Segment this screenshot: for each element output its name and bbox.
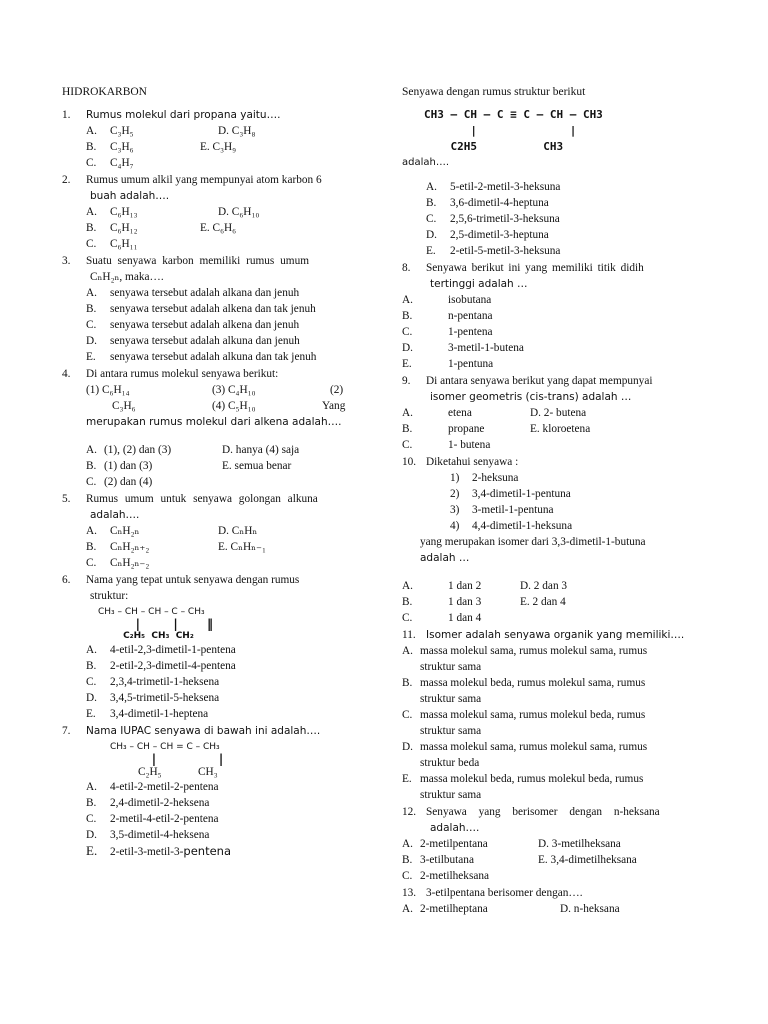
option-a: A. massa molekul sama, rumus molekul sama, rumus (402, 645, 648, 657)
question-text: Senyawa yang berisomer dengan n-heksana (426, 806, 660, 818)
option-b: B. 2-etil-2,3-dimetil-4-pentena (86, 660, 236, 672)
question-12: 12. Senyawa yang berisomer dengan n-heksana adalah…. A. 2-metilpentana D. 3-metilheksana B. 3-etilbutana E. 3,4-dimetilheksana C. 2-metilheksana (402, 804, 722, 884)
option-b: B. 2,4-dimetil-2-heksena (86, 797, 210, 809)
right-column (402, 86, 722, 917)
option-row: C. 1 dan 4 (402, 612, 482, 624)
option-d: D. 3,4,5-trimetil-5-heksena (86, 692, 220, 704)
option-b: B. massa molekul beda, rumus molekul sama, rumus (402, 677, 646, 689)
question-text: buah adalah…. (90, 190, 170, 202)
question-text: adalah…. (90, 509, 140, 521)
option-c: C. 1-pentena (402, 326, 493, 338)
left-column (62, 86, 360, 860)
option-row: A. C₃H₅ D. C₃H₈ (86, 125, 256, 137)
option-row: B. propane E. kloroetena (402, 423, 591, 435)
question-text: Diketahui senyawa : (426, 456, 519, 468)
question-number: 1. (62, 109, 71, 121)
option-a: A. 4-etil-2,3-dimetil-1-pentena (86, 644, 236, 656)
option-row: B. CₙH₂ₙ₊₂ E. CₙHₙ₋₁ (86, 541, 266, 553)
option-row: A. etena D. 2- butena (402, 407, 587, 419)
question-13: 13. 3-etilpentana berisomer dengan…. A. 2-metilheptana D. n-heksana (402, 885, 722, 917)
question-text: Nama yang tepat untuk senyawa dengan rumus (86, 574, 300, 586)
question-11: 11. Isomer adalah senyawa organik yang memiliki…. A. massa molekul sama, rumus molekul sama, rumus struktur sama B. massa molekul beda, rumus molekul sama, rumus struktur sama C. massa molekul sama, rumus molekul beda, rumus struktur sama D. massa molekul sama, rumus molekul sama, rumus struktur beda E. massa molekul beda, rumus molekul beda, rumus struktur sama (402, 627, 722, 803)
question-text: Senyawa berikut ini yang memiliki titik didih (426, 262, 644, 274)
option-d: D. 3,5-dimetil-4-heksena (86, 829, 210, 841)
option-row: B. 3-etilbutana E. 3,4-dimetilheksana (402, 854, 637, 866)
option-row: B. (1) dan (3) E. semua benar (86, 460, 292, 472)
question-text: adalah…. (430, 822, 480, 834)
question-text: yang merupakan isomer dari 3,3-dimetil-1-butuna (420, 536, 646, 548)
option-d: D. 2,5-dimetil-3-heptuna (426, 229, 549, 241)
question-5: 5. Rumus umum untuk senyawa golongan alkuna adalah…. A. CₙH₂ₙ D. CₙHₙ B. CₙH₂ₙ₊₂ E. CₙHₙ₋₁ C. CₙH₂ₙ₋₂ (62, 491, 360, 571)
question-4: 4. Di antara rumus molekul senyawa berikut: (1) C₆H₁₄ (3) C₄H₁₀ (2) C₃H₆ (4) C₅H₁₀ Yang merupakan rumus molekul dari alkena adalah…. A. (1), (2) dan (3) D. hanya (4) saja B. (1) dan (3) E. semua benar C. (2) dan (4) (62, 366, 360, 490)
question-text: adalah…. (402, 157, 450, 168)
question-text: CₙH₂ₙ, maka…. (90, 271, 164, 283)
option-b: B. 3,6-dimetil-4-heptuna (426, 197, 549, 209)
question-text: struktur: (90, 590, 129, 602)
option-row: C. C₆H₁₁ (86, 238, 138, 250)
option-c: C. 2-metil-4-etil-2-pentena (86, 813, 219, 825)
option-e: E. 3,4-dimetil-1-heptena (86, 708, 209, 720)
option-e: E. senyawa tersebut adalah alkuna dan tak jenuh (86, 351, 317, 363)
question-text: Di antara senyawa berikut yang dapat mempunyai (426, 375, 653, 387)
option-a: A. 5-etil-2-metil-3-heksuna (426, 181, 561, 193)
option-row: B. C₆H₁₂ E. C₆H₆ (86, 222, 237, 234)
option-e: E. 1-pentuna (402, 358, 494, 370)
question-text: isomer geometris (cis-trans) adalah … (430, 391, 632, 403)
option-c: C. senyawa tersebut adalah alkena dan jenuh (86, 319, 300, 331)
option-b: B. n-pentana (402, 310, 493, 322)
structure-formula: CH3 – CH – C ≡ C – CH – CH3 | | C2H5 CH3 (424, 108, 603, 153)
option-d: D. massa molekul sama, rumus molekul sama, rumus (402, 741, 648, 753)
question-text: Rumus umum untuk senyawa golongan alkuna (86, 493, 318, 505)
option-row: C. 2-metilheksana (402, 870, 490, 882)
structure-formula: CH₃ – CH – CH – C – CH₃ | | ‖ C₂H₅ CH₃ CH₂ (98, 607, 214, 641)
option-a: A. 4-etil-2-metil-2-pentena (86, 781, 219, 793)
option-row: C. 1- butena (402, 439, 491, 451)
list-item: 2) 3,4-dimetil-1-pentuna (450, 488, 571, 500)
option-row: A. 1 dan 2 D. 2 dan 3 (402, 580, 568, 592)
question-1 (62, 107, 360, 171)
list-item: 1) 2-heksuna (450, 472, 519, 484)
option-row: B. C₃H₆ E. C₃H₉ (86, 141, 237, 153)
question-text: adalah … (420, 552, 470, 564)
list-item: 4) 4,4-dimetil-1-heksuna (450, 520, 573, 532)
option-row: A. CₙH₂ₙ D. CₙHₙ (86, 525, 258, 537)
option-b: B. senyawa tersebut adalah alkena dan tak jenuh (86, 303, 316, 315)
question-8: 8. Senyawa berikut ini yang memiliki titik didih tertinggi adalah … A. isobutana B. n-pentana C. 1-pentena D. 3-metil-1-butena E. 1-pentuna (402, 260, 722, 372)
option-c: C. 2,5,6-trimetil-3-heksuna (426, 213, 560, 225)
list-item: 3) 3-metil-1-pentuna (450, 504, 554, 516)
option-c: C. massa molekul sama, rumus molekul beda, rumus (402, 709, 646, 721)
option-c: C. 2,3,4-trimetil-1-heksena (86, 676, 220, 688)
option-e: E. 2-etil-3-metil-3-pentena (86, 843, 231, 858)
formula-row: C₃H₆ (4) C₅H₁₀ Yang (112, 400, 346, 412)
question-2: 2. Rumus umum alkil yang mempunyai atom karbon 6 buah adalah…. A. C₆H₁₃ D. C₆H₁₀ B. C₆H₁₂ E. C₆H₆ C. C₆H₁₁ (62, 172, 360, 252)
formula-row: (1) C₆H₁₄ (3) C₄H₁₀ (2) (86, 384, 344, 396)
question-text: Isomer adalah senyawa organik yang memiliki…. (426, 629, 685, 641)
option-a: A. isobutana (402, 294, 492, 306)
option-d: D. 3-metil-1-butena (402, 342, 524, 354)
option-row: A. (1), (2) dan (3) D. hanya (4) saja (86, 444, 300, 456)
option-row: A. 2-metilheptana D. n-heksana (402, 903, 620, 915)
intro-text: Senyawa dengan rumus struktur berikut (402, 86, 586, 98)
question-text: Suatu senyawa karbon memiliki rumus umum (86, 255, 310, 267)
question-3: 3. Suatu senyawa karbon memiliki rumus umum CₙH₂ₙ, maka…. A. senyawa tersebut adalah alkana dan jenuh B. senyawa tersebut adalah alkena dan tak jenuh C. senyawa tersebut adalah alkena dan jenuh D. senyawa tersebut adalah alkuna dan jenuh E. senyawa tersebut adalah alkuna dan tak jenuh (62, 253, 360, 365)
question-text: merupakan rumus molekul dari alkena adalah…. (86, 416, 342, 428)
option-row: A. 2-metilpentana D. 3-metilheksana (402, 838, 621, 850)
option-e: E. massa molekul beda, rumus molekul beda, rumus (402, 773, 644, 785)
question-7: 7. Nama IUPAC senyawa di bawah ini adalah…. CH₃ – CH – CH = C – CH₃ | | C₂H₅ CH₃ A. 4-etil-2-metil-2-pentena B. 2,4-dimetil-2-heksena C. 2-metil-4-etil-2-pentena D. 3,5-dimetil-4-heksena E. 2-etil-3-metil-3-pentena (62, 723, 360, 860)
question-6: 6. Nama yang tepat untuk senyawa dengan rumus struktur: CH₃ – CH – CH – C – CH₃ | | ‖ C₂H₅ CH₃ CH₂ A. 4-etil-2,3-dimetil-1-pentena B. 2-etil-2,3-dimetil-4-pentena C. 2,3,4-trimetil-1-heksena D. 3,4,5-trimetil-5-heksena E. 3,4-dimetil-1-heptena (62, 572, 360, 722)
question-text: Nama IUPAC senyawa di bawah ini adalah…. (86, 725, 321, 737)
question-text: Di antara rumus molekul senyawa berikut: (86, 368, 279, 380)
option-row: B. 1 dan 3 E. 2 dan 4 (402, 596, 566, 608)
option-a: A. senyawa tersebut adalah alkana dan jenuh (86, 287, 300, 299)
question-text: 3-etilpentana berisomer dengan…. (426, 887, 583, 899)
option-row: C. CₙH₂ₙ₋₂ (86, 557, 150, 569)
question-text: Rumus molekul dari propana yaitu…. (86, 109, 281, 121)
option-row: C. (2) dan (4) (86, 476, 153, 488)
question-text: Rumus umum alkil yang mempunyai atom karbon 6 (86, 174, 322, 186)
question-9: 9. Di antara senyawa berikut yang dapat mempunyai isomer geometris (cis-trans) adalah … A. etena D. 2- butena B. propane E. kloroetena C. 1- butena (402, 373, 722, 453)
question-text: tertinggi adalah … (430, 278, 528, 290)
page-title: HIDROKARBON (62, 86, 147, 98)
option-row: A. C₆H₁₃ D. C₆H₁₀ (86, 206, 260, 218)
question-10: 10. Diketahui senyawa : 1) 2-heksuna 2) 3,4-dimetil-1-pentuna 3) 3-metil-1-pentuna 4) 4,4-dimetil-1-heksuna yang merupakan isomer dari 3,3-dimetil-1-butuna adalah … A. 1 dan 2 D. 2 dan 3 B. 1 dan 3 E. 2 dan 4 C. 1 dan 4 (402, 454, 722, 626)
option-d: D. senyawa tersebut adalah alkuna dan jenuh (86, 335, 300, 347)
option-e: E. 2-etil-5-metil-3-heksuna (426, 245, 561, 257)
option-row: C. C₄H₇ (86, 157, 134, 169)
structure-formula: CH₃ – CH – CH = C – CH₃ | | C₂H₅ CH₃ (110, 742, 224, 778)
